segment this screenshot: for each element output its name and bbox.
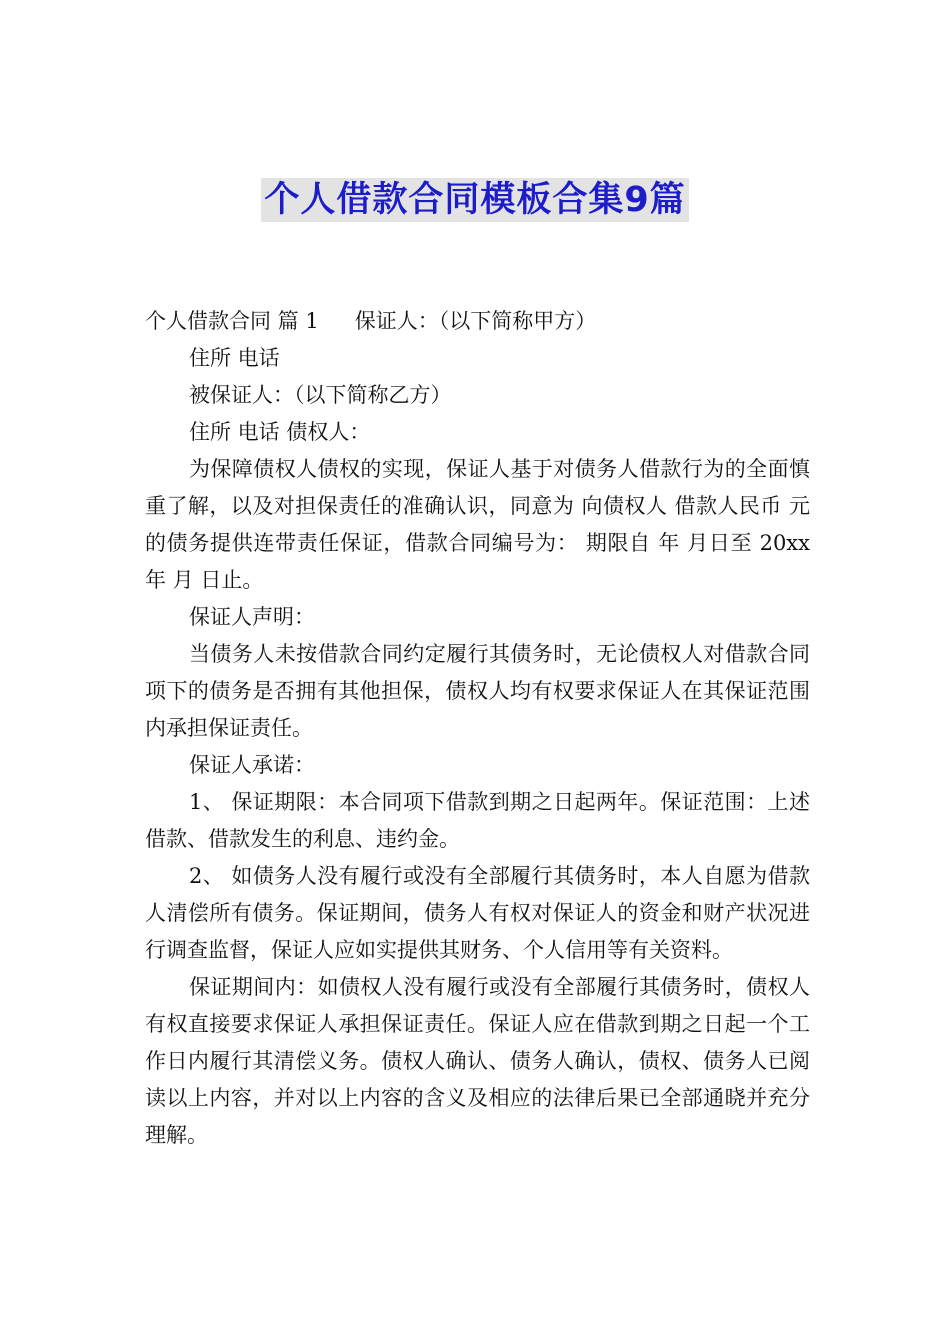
document-title: 个人借款合同模板合集9篇 (261, 178, 688, 222)
guarantor-commitment-heading: 保证人承诺： (189, 753, 315, 777)
commitment-item-2: 2、 如债务人没有履行或没有全部履行其债务时，本人自愿为借款人清偿所有债务。保证期间，债务人有权对保证人的资金和财产状况进行调查监督，保证人应如实提供其财务、个人信用等有关资料。 (145, 864, 810, 962)
commitment-item-1: 1、 保证期限：本合同项下借款到期之日起两年。保证范围：上述借款、借款发生的利息、违约金。 (145, 790, 810, 851)
article-heading-line (145, 303, 810, 340)
guarantee-period-paragraph: 保证期间内：如债权人没有履行或没有全部履行其债务时，债权人有权直接要求保证人承担保证责任。保证人应在借款到期之日起一个工作日内履行其清偿义务。债权人确认、债务人确认，债权、债务人已阅读以上内容，并对以上内容的含义及相应的法律后果已全部通晓并充分理解。 (145, 975, 810, 1147)
guarantor-address-line: 住所 电话 (189, 346, 280, 370)
guarantor-statement-paragraph: 当债务人未按借款合同约定履行其债务时，无论债权人对借款合同项下的债务是否拥有其他担保，债权人均有权要求保证人在其保证范围内承担保证责任。 (145, 642, 810, 740)
article-heading: 个人借款合同 篇 1 (145, 309, 319, 333)
guarantor-statement-heading: 保证人声明： (189, 605, 315, 629)
guarantor-heading: 保证人：（以下简称甲方） (354, 309, 597, 333)
guaranteed-party-line: 被保证人：（以下简称乙方） (189, 383, 452, 407)
title-container (0, 178, 950, 222)
document-body (145, 303, 810, 1154)
guaranteed-address-creditor-line: 住所 电话 债权人： (189, 420, 371, 444)
purpose-paragraph: 为保障债权人债权的实现，保证人基于对债务人借款行为的全面慎重了解，以及对担保责任的准确认识，同意为 向债权人 借款人民币 元的债务提供连带责任保证，借款合同编号为： 期限自 年 月日至 20xx 年 月 日止。 (145, 457, 810, 592)
